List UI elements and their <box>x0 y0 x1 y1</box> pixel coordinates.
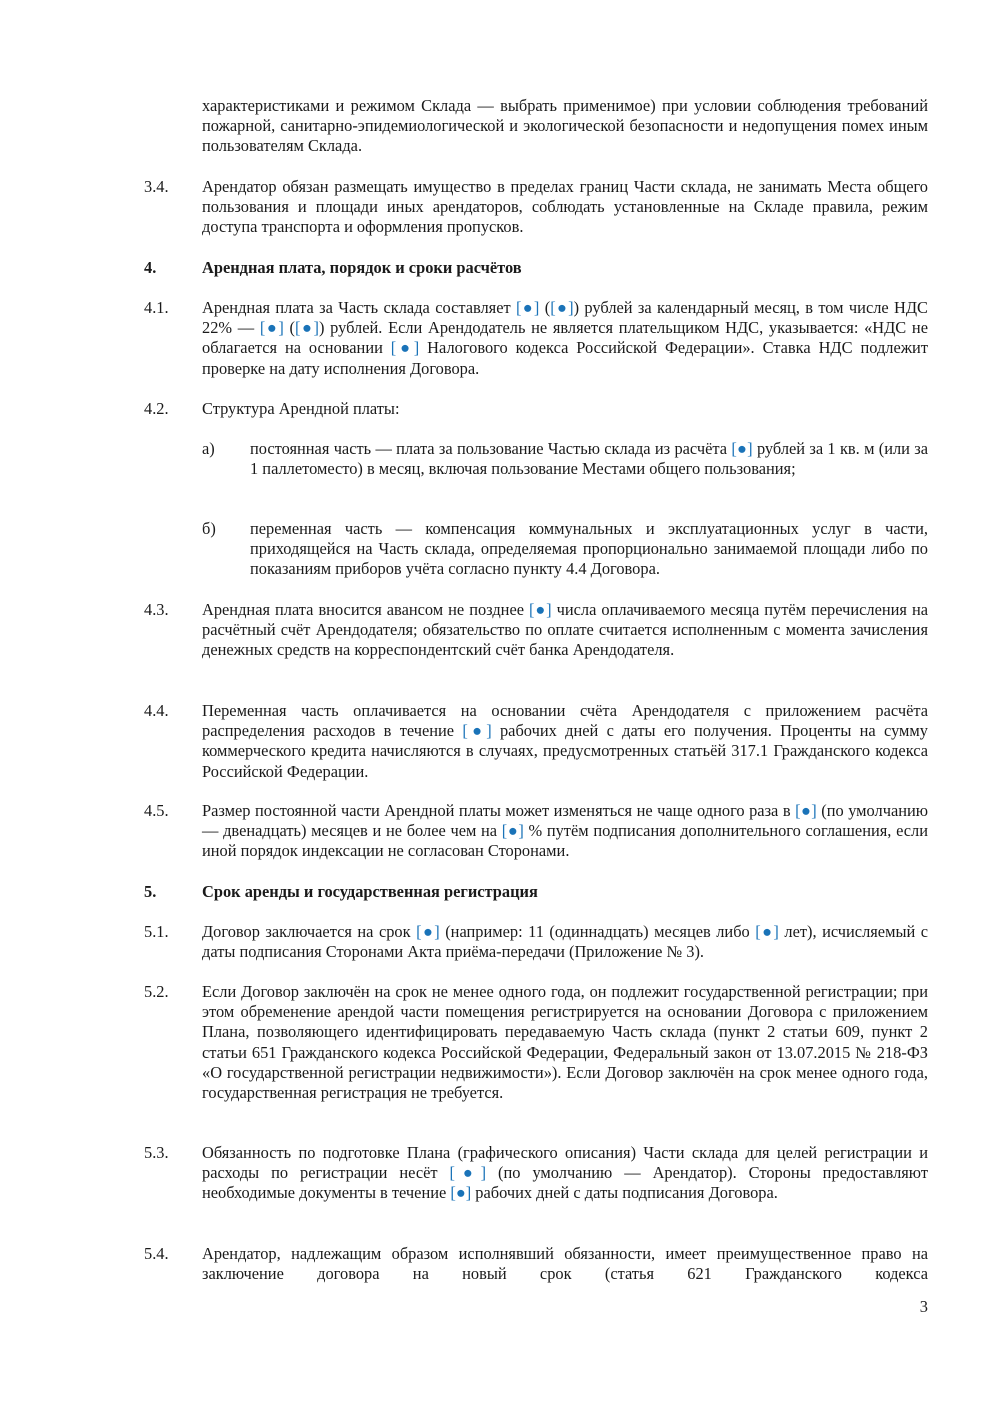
clause-number: 5.1. <box>144 922 169 941</box>
clause-text: Размер постоянной части Арендной платы может изменяться не чаще одного раза в [●] (по умолчанию — двенадцать) месяцев и не более чем на [●] % путём подписания дополнительного соглашения, если иной порядок индексации не согласован Сторонами. <box>202 801 929 861</box>
placeholder-marker: [●] <box>416 922 440 941</box>
clause-text: Если Договор заключён на срок не менее одного года, он подлежит государственной регистрации; при этом обременение арендой части помещения регистрируется на основании Договора с приложением Плана, позволяющего идентифицировать передаваемую Часть склада (пункт 2 статьи 609, пункт 2 статьи 651 Гражданского кодекса Российской Федерации, Федеральный закон от 13.07.2015 № 218-ФЗ «О государственной регистрации недвижимости»). Если Договор заключён на срок менее одного года, государственная регистрация не требуется. <box>202 982 928 1103</box>
clause-number: 3.4. <box>144 177 169 196</box>
placeholder-marker: [●] <box>731 439 753 458</box>
placeholder-marker: [●] <box>259 318 284 338</box>
list-marker: а) <box>202 439 215 458</box>
clause-5-4 <box>144 1244 928 1284</box>
clause-4-4 <box>144 701 928 782</box>
clause-number: 4.2. <box>144 399 169 418</box>
clause-text: Арендная плата за Часть склада составляет [●] ([●]) рублей за календарный месяц, в том числе НДС 22% — [●] ([●]) рублей. Если Арендодатель не является плательщиком НДС, указывается: «НДС не облагается на основании [●] Налогового кодекса Российской Федерации». Ставка НДС подлежит проверке на дату исполнения Договора. <box>202 298 928 378</box>
section-4-heading <box>144 258 928 278</box>
placeholder-marker: [●] <box>795 801 817 820</box>
placeholder-marker: [●] <box>755 922 779 941</box>
list-item-text: постоянная часть — плата за пользование Частью склада из расчёта [●] рублей за 1 кв. м (или за 1 паллетоместо) в месяц, включая пользование Местами общего пользования; <box>250 439 928 479</box>
clause-4-2 <box>144 399 928 419</box>
placeholder-marker: [●] <box>501 821 524 841</box>
section-title: Арендная плата, порядок и сроки расчётов <box>202 258 522 277</box>
continued-paragraph: характеристиками и режимом Склада — выбрать применимое) при условии соблюдения требований пожарной, санитарно-эпидемиологической и экологической безопасности и недопущения помех иным пользователям Склада. <box>202 96 928 156</box>
clause-number: 4.1. <box>144 298 169 317</box>
placeholder-marker: [●] <box>390 338 420 358</box>
page-number: 3 <box>919 1297 928 1316</box>
clause-5-3 <box>144 1143 928 1204</box>
section-title: Срок аренды и государственная регистрация <box>202 882 538 901</box>
clause-4-3 <box>144 600 928 661</box>
placeholder-marker: [●] <box>295 318 320 338</box>
section-5-heading <box>144 882 928 902</box>
placeholder-marker: [●] <box>462 721 492 741</box>
list-item-text: переменная часть — компенсация коммунальных и эксплуатационных услуг в части, приходящейся на Часть склада, определяемая пропорционально занимаемой площади либо по показаниям приборов учёта согласно пункту 4.4 Договора. <box>250 519 928 579</box>
clause-4-2-a <box>202 439 928 479</box>
clause-number: 5.4. <box>144 1244 169 1263</box>
placeholder-marker: [●] <box>529 600 552 619</box>
clause-5-2 <box>144 982 928 1103</box>
placeholder-marker: [●] <box>516 298 540 317</box>
clause-5-1 <box>144 922 928 962</box>
clause-4-1 <box>144 298 928 379</box>
clause-text: Арендатор обязан размещать имущество в пределах границ Части склада, не занимать Места общего пользования и площади иных арендаторов, соблюдать установленные на Складе правила, режим доступа транспорта и оформления пропусков. <box>202 177 928 237</box>
placeholder-marker: [●] <box>450 1183 472 1203</box>
list-marker: б) <box>202 519 216 538</box>
clause-text: Арендная плата вносится авансом не позднее [●] числа оплачиваемого месяца путём перечисления на расчётный счёт Арендодателя; обязательство по оплате считается исполненным с момента зачисления денежных средств на корреспондентский счёт банка Арендодателя. <box>202 600 928 660</box>
section-number: 4. <box>144 258 157 277</box>
clause-number: 4.5. <box>144 801 169 820</box>
clause-number: 4.4. <box>144 701 169 720</box>
placeholder-marker: [●] <box>449 1163 487 1183</box>
clause-number: 5.2. <box>144 982 169 1001</box>
clause-4-2-b <box>202 519 928 580</box>
section-number: 5. <box>144 882 157 901</box>
clause-number: 4.3. <box>144 600 169 619</box>
clause-text: Арендатор, надлежащим образом исполнявший обязанности, имеет преимущественное право на заключение договора на новый срок (статья 621 Гражданского кодекса <box>202 1244 928 1284</box>
clause-4-5 <box>144 801 928 862</box>
clause-text: Структура Арендной платы: <box>202 399 400 418</box>
clause-text: Договор заключается на срок [●] (например: 11 (одиннадцать) месяцев либо [●] лет), исчисляемый с даты подписания Сторонами Акта приёма-передачи (Приложение № 3). <box>202 922 929 962</box>
clause-text: Переменная часть оплачивается на основании счёта Арендодателя с приложением расчёта распределения расходов в течение [●] рабочих дней с даты его получения. Проценты на сумму коммерческого кредита начисляются в случаях, предусмотренных статьёй 317.1 Гражданского кодекса Российской Федерации. <box>202 701 928 781</box>
clause-3-4 <box>144 177 928 238</box>
clause-text: Обязанность по подготовке Плана (графического описания) Части склада для целей регистрации и расходы по регистрации несёт [●] (по умолчанию — Арендатор). Стороны предоставляют необходимые документы в течение [●] рабочих дней с даты подписания Договора. <box>202 1143 928 1203</box>
clause-number: 5.3. <box>144 1143 169 1162</box>
placeholder-marker: [●] <box>550 298 574 317</box>
